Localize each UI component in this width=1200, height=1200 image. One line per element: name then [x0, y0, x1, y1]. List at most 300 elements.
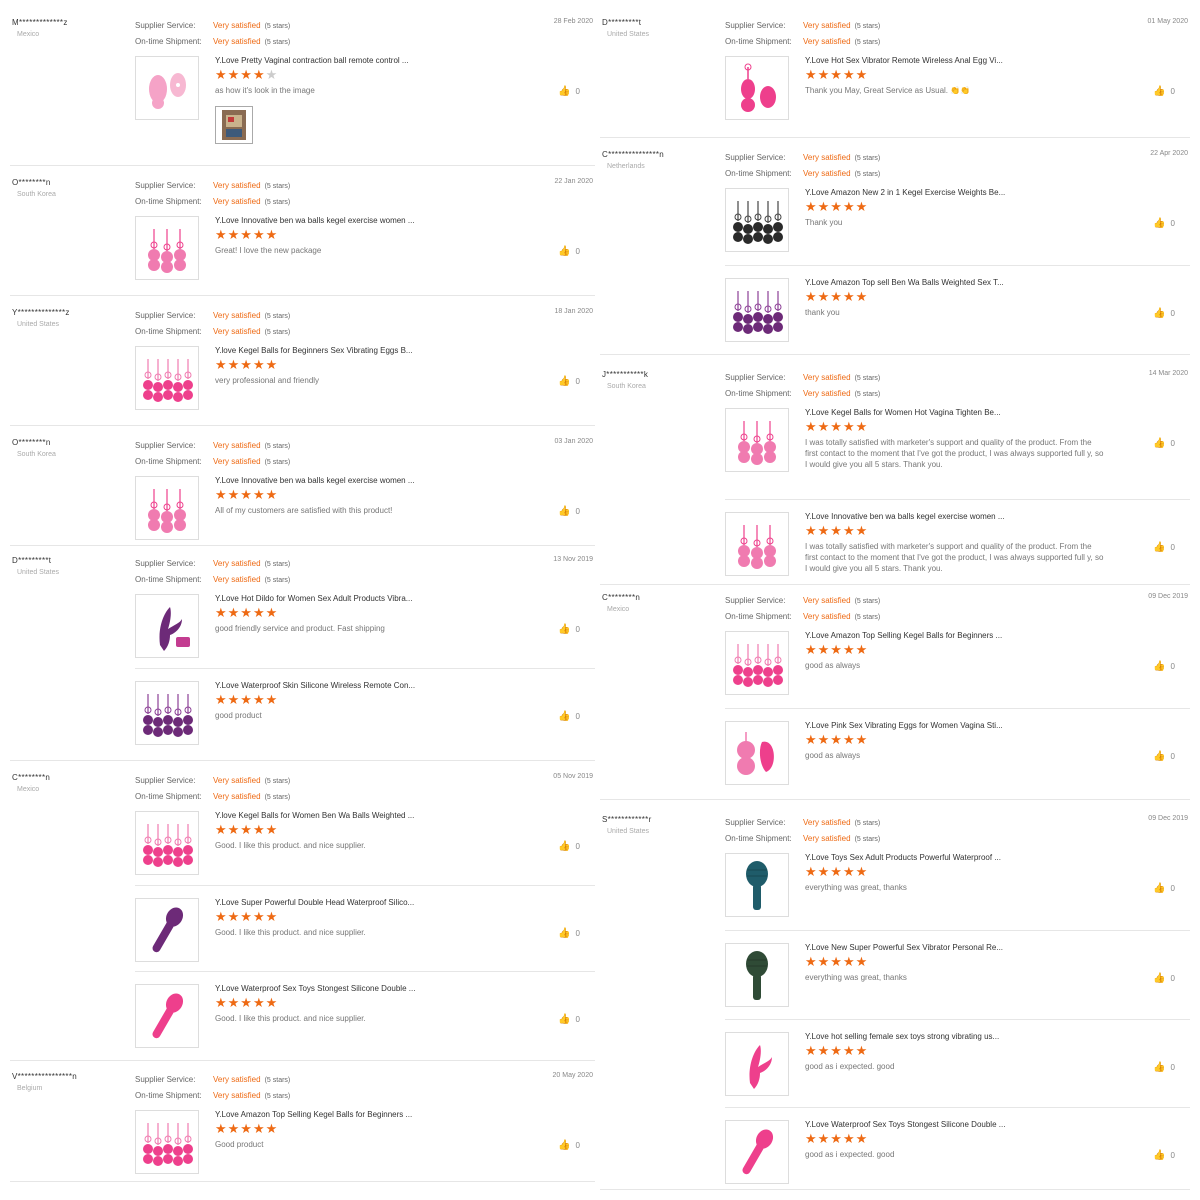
- rating-label: On-time Shipment:: [725, 389, 792, 398]
- star-icons-filled: ★★★★★: [805, 732, 869, 747]
- buyer-country: Mexico: [17, 786, 40, 793]
- rating-label: Supplier Service:: [135, 559, 196, 568]
- thumbs-up-icon: 👍: [558, 376, 571, 387]
- like-count: 0: [575, 1015, 580, 1024]
- buyer-name: O********n: [12, 178, 51, 187]
- ontime-shipment-row: [725, 166, 880, 182]
- star-icons-filled: ★★★★★: [215, 909, 279, 924]
- review-divider: [10, 295, 595, 296]
- reviewed-product: [135, 216, 595, 290]
- review-card: [10, 438, 595, 546]
- thumbs-up-icon: 👍: [558, 841, 571, 852]
- product-thumbnail[interactable]: [725, 943, 789, 1007]
- thumbs-up-icon: 👍: [558, 711, 571, 722]
- product-star-rating: [215, 692, 278, 708]
- supplier-service-row: [725, 370, 880, 386]
- buyer-country: Mexico: [607, 606, 630, 613]
- thumbs-up-icon: 👍: [1153, 1062, 1166, 1073]
- pink-rabbit-vibrator-icon: [726, 1033, 788, 1095]
- like-count: 0: [1170, 884, 1175, 893]
- pink-egg-remote-icon: [136, 57, 198, 119]
- review-card: [600, 150, 1190, 355]
- review-date: 09 Dec 2019: [1148, 593, 1188, 600]
- review-divider: [600, 1189, 1190, 1190]
- rating-stars-text: (5 stars): [264, 561, 291, 568]
- like-button[interactable]: [1153, 883, 1175, 894]
- review-comment: I was totally satisfied with marketer's support and quality of the product. From the first contact to the moment that I've got the product, I was always supported full y, so I would give you all 5 stars. Thank you.: [805, 542, 1104, 573]
- product-title-link[interactable]: Y.Love hot selling female sex toys strong vibrating us...: [805, 1032, 1000, 1041]
- product-star-rating: [805, 199, 868, 215]
- star-icons-filled: ★★★★: [215, 67, 266, 82]
- green-wand-icon: [726, 944, 788, 1006]
- supplier-service-row: [135, 308, 290, 324]
- ontime-shipment-row: [135, 34, 290, 50]
- like-count: 0: [575, 929, 580, 938]
- rating-stars-text: (5 stars): [264, 183, 291, 190]
- supplier-service-row: [725, 18, 880, 34]
- like-button[interactable]: [1153, 1062, 1175, 1073]
- like-button[interactable]: [1153, 973, 1175, 984]
- review-comment: thank you: [805, 308, 840, 317]
- product-thumbnail[interactable]: [135, 346, 199, 410]
- product-title-link[interactable]: Y.Love Amazon Top Selling Kegel Balls for Beginners ...: [805, 631, 1003, 640]
- buyer-country: Mexico: [17, 31, 40, 38]
- reviewed-product: [135, 346, 595, 420]
- service-ratings: [725, 370, 880, 402]
- buyer-name: O********n: [12, 438, 51, 447]
- rating-stars-text: (5 stars): [854, 39, 881, 46]
- rating-stars-text: (5 stars): [264, 443, 291, 450]
- review-comment: Good. I like this product. and nice supplier.: [215, 928, 366, 937]
- star-icons-filled: ★★★★★: [805, 1131, 869, 1146]
- product-thumbnail[interactable]: [725, 1032, 789, 1096]
- supplier-service-row: [135, 1072, 290, 1088]
- buyer-name: M*************z: [12, 18, 68, 27]
- like-button[interactable]: [1153, 661, 1175, 672]
- product-title-link[interactable]: Y.Love Super Powerful Double Head Waterproof Silico...: [215, 898, 415, 907]
- review-card: [600, 593, 1190, 800]
- thumbs-up-icon: 👍: [558, 86, 571, 97]
- product-star-rating: [215, 605, 278, 621]
- review-comment: Good. I like this product. and nice supplier.: [215, 841, 366, 850]
- service-ratings: [135, 18, 290, 50]
- review-divider: [10, 760, 595, 761]
- review-comment: everything was great, thanks: [805, 973, 907, 982]
- rating-value: Very satisfied: [213, 197, 261, 206]
- rating-label: On-time Shipment:: [135, 575, 202, 584]
- product-star-rating: [805, 523, 868, 539]
- product-thumbnail[interactable]: [135, 56, 199, 120]
- rating-label: On-time Shipment:: [135, 37, 202, 46]
- service-ratings: [135, 773, 290, 805]
- review-date: 22 Jan 2020: [554, 178, 593, 185]
- buyer-country: South Korea: [17, 191, 56, 198]
- star-icons-filled: ★★★★★: [215, 487, 279, 502]
- product-star-rating: [805, 954, 868, 970]
- rating-label: On-time Shipment:: [135, 197, 202, 206]
- review-comment: I was totally satisfied with marketer's support and quality of the product. From the first contact to the moment that I've got the product, I was always supported full y, so I would give you all 5 stars. Thank you.: [805, 438, 1104, 469]
- like-button[interactable]: [1153, 218, 1175, 229]
- review-comment: good as always: [805, 751, 861, 760]
- product-title-link[interactable]: Y.Love Kegel Balls for Women Hot Vagina Tighten Be...: [805, 408, 1001, 417]
- buyer-name: J***********k: [602, 370, 649, 379]
- reviewed-product: [725, 188, 1190, 262]
- like-count: 0: [1170, 439, 1175, 448]
- like-button[interactable]: [558, 928, 580, 939]
- product-title-link[interactable]: Y.love Kegel Balls for Beginners Sex Vibrating Eggs B...: [215, 346, 413, 355]
- service-ratings: [725, 593, 880, 625]
- review-date: 13 Nov 2019: [553, 556, 593, 563]
- product-thumbnail[interactable]: [725, 408, 789, 472]
- rating-value: Very satisfied: [213, 1075, 261, 1084]
- reviewed-product: [725, 1107, 1190, 1182]
- like-button[interactable]: [558, 376, 580, 387]
- product-thumbnail[interactable]: [725, 721, 789, 785]
- buyer-country: Netherlands: [607, 163, 645, 170]
- star-icons-empty: ★: [265, 67, 279, 82]
- customer-photo-icon: [216, 107, 252, 143]
- reviewed-product: [135, 668, 595, 743]
- buyer-name: D*********t: [602, 18, 642, 27]
- review-comment: Good product: [215, 1140, 264, 1149]
- review-comment: good product: [215, 711, 262, 720]
- rating-value: Very satisfied: [803, 37, 851, 46]
- like-button[interactable]: [558, 86, 580, 97]
- rating-label: Supplier Service:: [135, 21, 196, 30]
- product-star-rating: [805, 419, 868, 435]
- like-button[interactable]: [1153, 86, 1175, 97]
- review-comment: Good. I like this product. and nice supplier.: [215, 1014, 366, 1023]
- rating-label: Supplier Service:: [725, 21, 786, 30]
- ontime-shipment-row: [725, 609, 880, 625]
- like-count: 0: [1170, 974, 1175, 983]
- star-icons-filled: ★★★★★: [215, 605, 279, 620]
- product-title-link[interactable]: Y.Love Toys Sex Adult Products Powerful Waterproof ...: [805, 853, 1001, 862]
- rating-label: On-time Shipment:: [135, 792, 202, 801]
- supplier-service-row: [725, 815, 880, 831]
- rating-value: Very satisfied: [803, 21, 851, 30]
- rating-stars-text: (5 stars): [854, 23, 881, 30]
- rating-value: Very satisfied: [213, 311, 261, 320]
- product-star-rating: [215, 909, 278, 925]
- review-card: [10, 556, 595, 761]
- review-date: 01 May 2020: [1147, 18, 1188, 25]
- reviewed-product: [135, 56, 595, 130]
- rating-stars-text: (5 stars): [264, 313, 291, 320]
- product-thumbnail[interactable]: [725, 278, 789, 342]
- rating-stars-text: (5 stars): [264, 1077, 291, 1084]
- review-card: [10, 178, 595, 296]
- product-thumbnail[interactable]: [135, 1110, 199, 1174]
- like-count: 0: [575, 87, 580, 96]
- ontime-shipment-row: [135, 572, 290, 588]
- review-divider: [10, 545, 595, 546]
- purple-wand-icon: [136, 899, 198, 961]
- product-star-rating: [805, 732, 868, 748]
- ontime-shipment-row: [135, 454, 290, 470]
- thumbs-up-icon: 👍: [1153, 661, 1166, 672]
- review-divider: [10, 1181, 595, 1182]
- product-title-link[interactable]: Y.Love Pretty Vaginal contraction ball remote control ...: [215, 56, 409, 65]
- reviewed-product: [135, 811, 595, 885]
- rating-stars-text: (5 stars): [854, 155, 881, 162]
- review-date: 20 May 2020: [552, 1072, 593, 1079]
- product-thumbnail[interactable]: [725, 188, 789, 252]
- review-card: [10, 18, 595, 166]
- rating-value: Very satisfied: [213, 181, 261, 190]
- star-icons-filled: ★★★★★: [215, 357, 279, 372]
- product-title-link[interactable]: Y.Love Amazon New 2 in 1 Kegel Exercise Weights Be...: [805, 188, 1006, 197]
- rating-label: On-time Shipment:: [135, 1091, 202, 1100]
- review-card: [600, 815, 1190, 1190]
- product-star-rating: [215, 995, 278, 1011]
- purple-kegel-set-icon: [726, 279, 788, 341]
- like-count: 0: [1170, 662, 1175, 671]
- rating-stars-text: (5 stars): [854, 820, 881, 827]
- pink-egg-pair-icon: [726, 722, 788, 784]
- pink-wand-icon: [726, 1121, 788, 1183]
- rating-label: Supplier Service:: [725, 373, 786, 382]
- reviewed-product: [725, 930, 1190, 1005]
- review-date: 14 Mar 2020: [1148, 370, 1188, 377]
- review-divider: [600, 137, 1190, 138]
- rating-value: Very satisfied: [213, 792, 261, 801]
- thumbs-up-icon: 👍: [1153, 751, 1166, 762]
- supplier-service-row: [135, 438, 290, 454]
- thumbs-up-icon: 👍: [1153, 883, 1166, 894]
- like-count: 0: [575, 625, 580, 634]
- customer-photo[interactable]: [215, 106, 253, 144]
- review-card: [10, 308, 595, 426]
- rating-stars-text: (5 stars): [264, 329, 291, 336]
- product-title-link[interactable]: Y.Love Waterproof Sex Toys Stongest Silicone Double ...: [805, 1120, 1006, 1129]
- like-button[interactable]: [558, 246, 580, 257]
- reviewed-product: [725, 708, 1190, 783]
- review-comment: All of my customers are satisfied with this product!: [215, 506, 393, 515]
- like-count: 0: [575, 1141, 580, 1150]
- star-icons-filled: ★★★★★: [215, 692, 279, 707]
- review-comment: as how it's look in the image: [215, 86, 315, 95]
- review-card: [600, 18, 1190, 138]
- product-star-rating: [805, 1043, 868, 1059]
- product-thumbnail[interactable]: [135, 681, 199, 745]
- supplier-service-row: [725, 150, 880, 166]
- like-count: 0: [1170, 543, 1175, 552]
- rating-label: On-time Shipment:: [135, 457, 202, 466]
- rating-value: Very satisfied: [213, 1091, 261, 1100]
- thumbs-up-icon: 👍: [558, 1140, 571, 1151]
- product-star-rating: [805, 864, 868, 880]
- review-comment: very professional and friendly: [215, 376, 320, 385]
- review-comment: good as i expected. good: [805, 1062, 895, 1071]
- product-title-link[interactable]: Y.Love Innovative ben wa balls kegel exercise women ...: [805, 512, 1005, 521]
- product-thumbnail[interactable]: [725, 1120, 789, 1184]
- purple-kegel-set-icon: [136, 682, 198, 744]
- rating-label: Supplier Service:: [135, 181, 196, 190]
- like-button[interactable]: [1153, 542, 1175, 553]
- product-star-rating: [805, 642, 868, 658]
- pink-kegel-set-icon: [136, 812, 198, 874]
- rating-value: Very satisfied: [803, 389, 851, 398]
- rating-stars-text: (5 stars): [854, 836, 881, 843]
- like-count: 0: [575, 842, 580, 851]
- review-date: 28 Feb 2020: [553, 18, 593, 25]
- pink-kegel-balls-icon: [726, 513, 788, 575]
- review-card: [10, 1072, 595, 1182]
- review-comment: good as i expected. good: [805, 1150, 895, 1159]
- review-comment: Great! I love the new package: [215, 246, 322, 255]
- rating-stars-text: (5 stars): [854, 375, 881, 382]
- buyer-name: D*********t: [12, 556, 52, 565]
- review-comment: good friendly service and product. Fast shipping: [215, 624, 385, 633]
- reviewed-product: [135, 885, 595, 960]
- product-title-link[interactable]: Y.Love Innovative ben wa balls kegel exercise women ...: [215, 476, 415, 485]
- product-thumbnail[interactable]: [725, 512, 789, 576]
- like-button[interactable]: [558, 841, 580, 852]
- rating-value: Very satisfied: [803, 373, 851, 382]
- product-thumbnail[interactable]: [135, 594, 199, 658]
- buyer-name: S************r: [602, 815, 652, 824]
- buyer-country: United States: [17, 321, 60, 328]
- like-button[interactable]: [558, 1014, 580, 1025]
- like-count: 0: [575, 712, 580, 721]
- product-title-link[interactable]: Y.Love Waterproof Skin Silicone Wireless Remote Con...: [215, 681, 416, 690]
- star-icons-filled: ★★★★★: [215, 995, 279, 1010]
- service-ratings: [135, 178, 290, 210]
- product-thumbnail[interactable]: [725, 56, 789, 120]
- star-icons-filled: ★★★★★: [215, 227, 279, 242]
- ontime-shipment-row: [135, 789, 290, 805]
- rating-value: Very satisfied: [213, 776, 261, 785]
- star-icons-filled: ★★★★★: [215, 1121, 279, 1136]
- like-count: 0: [1170, 752, 1175, 761]
- buyer-name: C********n: [12, 773, 51, 782]
- reviewed-product: [725, 408, 1190, 482]
- like-count: 0: [575, 377, 580, 386]
- rating-label: Supplier Service:: [135, 776, 196, 785]
- rating-stars-text: (5 stars): [264, 459, 291, 466]
- like-button[interactable]: [558, 711, 580, 722]
- like-button[interactable]: [558, 624, 580, 635]
- product-thumbnail[interactable]: [135, 476, 199, 540]
- buyer-country: South Korea: [607, 383, 646, 390]
- product-thumbnail[interactable]: [135, 811, 199, 875]
- review-card: [600, 370, 1190, 585]
- service-ratings: [135, 1072, 290, 1104]
- reviewed-product: [135, 476, 595, 550]
- pink-egg-vibrator-icon: [726, 57, 788, 119]
- product-star-rating: [215, 357, 278, 373]
- pink-kegel-set-icon: [726, 632, 788, 694]
- black-kegel-set-icon: [726, 189, 788, 251]
- product-title-link[interactable]: Y.Love Amazon Top sell Ben Wa Balls Weighted Sex T...: [805, 278, 1004, 287]
- product-title-link[interactable]: Y.Love New Super Powerful Sex Vibrator Personal Re...: [805, 943, 1004, 952]
- service-ratings: [135, 308, 290, 340]
- rating-value: Very satisfied: [213, 37, 261, 46]
- buyer-country: United States: [607, 31, 650, 38]
- product-title-link[interactable]: Y.Love Waterproof Sex Toys Stongest Silicone Double ...: [215, 984, 416, 993]
- product-star-rating: [805, 289, 868, 305]
- service-ratings: [725, 18, 880, 50]
- thumbs-up-icon: 👍: [1153, 218, 1166, 229]
- rating-value: Very satisfied: [213, 457, 261, 466]
- ontime-shipment-row: [135, 1088, 290, 1104]
- review-comment: good as always: [805, 661, 861, 670]
- rating-label: On-time Shipment:: [725, 834, 792, 843]
- reviewed-product: [725, 499, 1190, 574]
- review-divider: [10, 425, 595, 426]
- rating-label: On-time Shipment:: [725, 169, 792, 178]
- like-button[interactable]: [1153, 751, 1175, 762]
- product-thumbnail[interactable]: [725, 631, 789, 695]
- like-button[interactable]: [1153, 438, 1175, 449]
- product-title-link[interactable]: Y.Love Amazon Top Selling Kegel Balls for Beginners ...: [215, 1110, 413, 1119]
- like-button[interactable]: [1153, 308, 1175, 319]
- product-title-link[interactable]: Y.Love Pink Sex Vibrating Eggs for Women Vagina Sti...: [805, 721, 1003, 730]
- review-divider: [10, 165, 595, 166]
- thumbs-up-icon: 👍: [1153, 308, 1166, 319]
- like-count: 0: [1170, 87, 1175, 96]
- product-title-link[interactable]: Y.love Kegel Balls for Women Ben Wa Balls Weighted ...: [215, 811, 415, 820]
- product-thumbnail[interactable]: [135, 984, 199, 1048]
- rating-stars-text: (5 stars): [264, 23, 291, 30]
- service-ratings: [725, 815, 880, 847]
- product-thumbnail[interactable]: [135, 898, 199, 962]
- buyer-name: C********n: [602, 593, 641, 602]
- reviewed-product: [725, 56, 1190, 130]
- rating-stars-text: (5 stars): [264, 199, 291, 206]
- rating-label: Supplier Service:: [725, 818, 786, 827]
- star-icons-filled: ★★★★★: [805, 67, 869, 82]
- product-thumbnail[interactable]: [725, 853, 789, 917]
- rating-label: Supplier Service:: [135, 441, 196, 450]
- like-count: 0: [575, 247, 580, 256]
- review-date: 03 Jan 2020: [554, 438, 593, 445]
- reviewed-product: [725, 853, 1190, 927]
- like-button[interactable]: [558, 506, 580, 517]
- product-title-link[interactable]: Y.Love Hot Sex Vibrator Remote Wireless Anal Egg Vi...: [805, 56, 1003, 65]
- pink-wand-icon: [136, 985, 198, 1047]
- ontime-shipment-row: [135, 324, 290, 340]
- rating-value: Very satisfied: [213, 575, 261, 584]
- like-button[interactable]: [558, 1140, 580, 1151]
- like-count: 0: [1170, 309, 1175, 318]
- product-thumbnail[interactable]: [135, 216, 199, 280]
- review-date: 05 Nov 2019: [553, 773, 593, 780]
- thumbs-up-icon: 👍: [1153, 438, 1166, 449]
- buyer-country: United States: [607, 828, 650, 835]
- star-icons-filled: ★★★★★: [805, 199, 869, 214]
- like-button[interactable]: [1153, 1150, 1175, 1161]
- rating-label: Supplier Service:: [135, 1075, 196, 1084]
- rating-value: Very satisfied: [213, 441, 261, 450]
- rating-value: Very satisfied: [213, 559, 261, 568]
- review-comment: everything was great, thanks: [805, 883, 907, 892]
- review-divider: [600, 799, 1190, 800]
- review-date: 22 Apr 2020: [1150, 150, 1188, 157]
- thumbs-up-icon: 👍: [1153, 86, 1166, 97]
- buyer-country: United States: [17, 569, 60, 576]
- rating-label: On-time Shipment:: [725, 37, 792, 46]
- product-star-rating: [215, 487, 278, 503]
- like-count: 0: [1170, 219, 1175, 228]
- product-title-link[interactable]: Y.Love Innovative ben wa balls kegel exercise women ...: [215, 216, 415, 225]
- product-title-link[interactable]: Y.Love Hot Dildo for Women Sex Adult Products Vibra...: [215, 594, 413, 603]
- rating-label: On-time Shipment:: [725, 612, 792, 621]
- pink-kegel-set-icon: [136, 347, 198, 409]
- star-icons-filled: ★★★★★: [805, 419, 869, 434]
- rating-value: Very satisfied: [803, 596, 851, 605]
